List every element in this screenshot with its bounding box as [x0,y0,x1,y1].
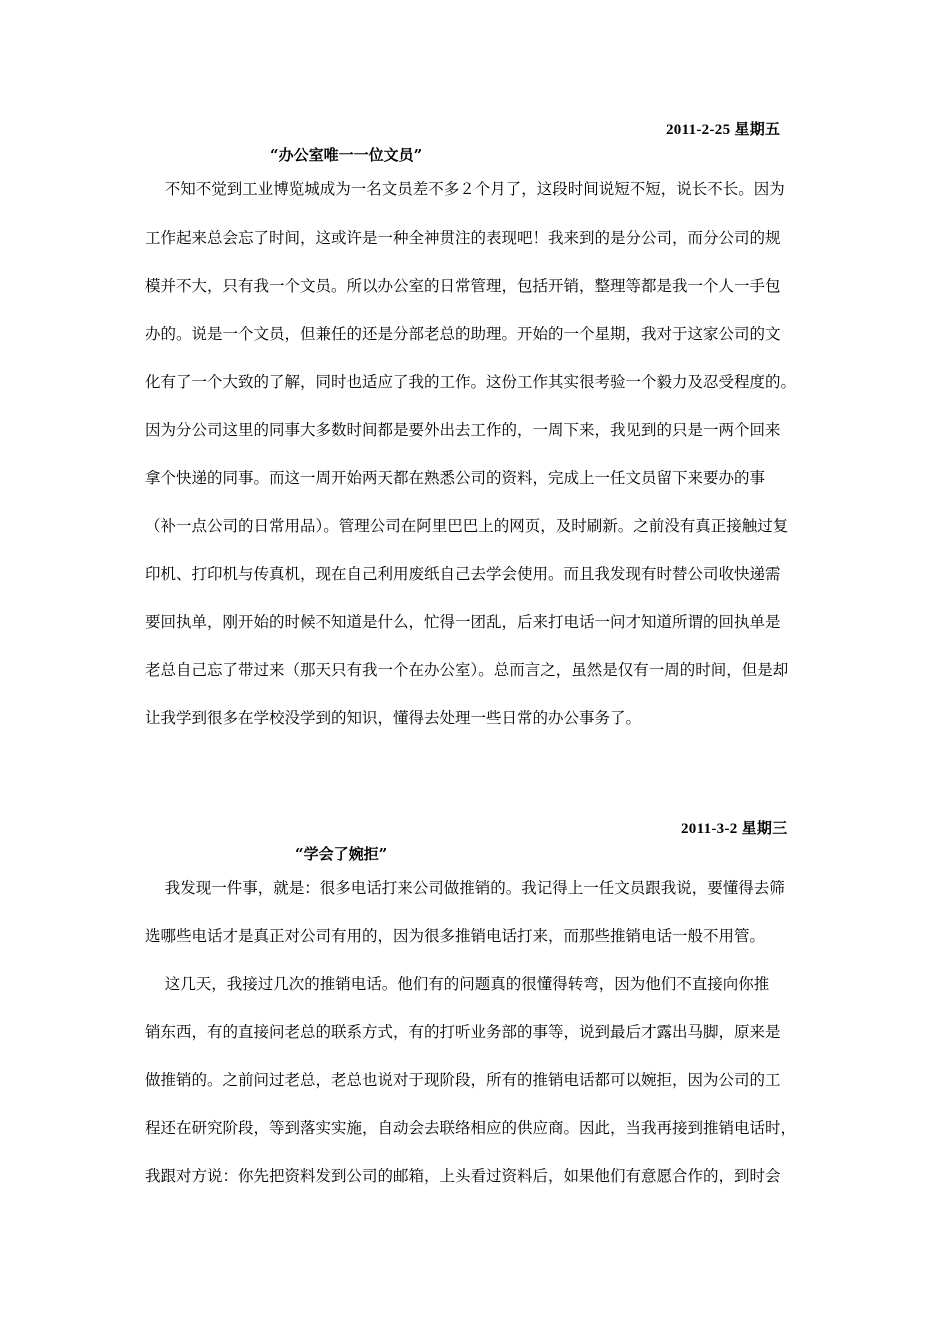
paragraph-line: 要回执单，刚开始的时候不知道是什么，忙得一团乱，后来打电话一问才知道所谓的回执单是 [145,613,781,631]
paragraph-line: 我发现一件事，就是：很多电话打来公司做推销的。我记得上一任文员跟我说，要懂得去筛 [145,879,785,897]
paragraph-line: 让我学到很多在学校没学到的知识，懂得去处理一些日常的办公事务了。 [145,709,642,727]
paragraph-line: 不知不觉到工业博览城成为一名文员差不多２个月了，这段时间说短不短，说长不长。因为 [145,180,785,198]
paragraph-line: 印机、打印机与传真机，现在自己利用废纸自己去学会使用。而且我发现有时替公司收快递需 [145,565,781,583]
paragraph-line: 工作起来总会忘了时间，这或许是一种全神贯注的表现吧！我来到的是分公司，而分公司的规 [145,229,781,247]
paragraph-line: 因为分公司这里的同事大多数时间都是要外出去工作的，一周下来，我见到的只是一两个回来 [145,421,781,439]
paragraph-line: 老总自己忘了带过来（那天只有我一个在办公室）。总而言之，虽然是仅有一周的时间，但是却 [145,661,789,679]
entry-date: 2011-2-25 星期五 [666,122,781,138]
entry-title: “学会了婉拒” [295,845,388,863]
paragraph-line: 程还在研究阶段，等到落实实施，自动会去联络相应的供应商。因此，当我再接到推销电话时， [145,1119,797,1137]
paragraph-line: 销东西，有的直接问老总的联系方式，有的打听业务部的事等，说到最后才露出马脚，原来是 [145,1023,781,1041]
paragraph-line: 办的。说是一个文员，但兼任的还是分部老总的助理。开始的一个星期，我对于这家公司的文 [145,325,781,343]
paragraph-line: 这几天，我接过几次的推销电话。他们有的问题真的很懂得转弯，因为他们不直接向你推 [145,975,770,993]
entry-date: 2011-3-2 星期三 [681,821,788,837]
entry-title: “办公室唯一一位文员” [270,146,423,164]
paragraph-line: 拿个快递的同事。而这一周开始两天都在熟悉公司的资料，完成上一任文员留下来要办的事 [145,469,766,487]
paragraph-line: 我跟对方说：你先把资料发到公司的邮箱，上头看过资料后，如果他们有意愿合作的，到时会 [145,1167,781,1185]
paragraph-line: 选哪些电话才是真正对公司有用的，因为很多推销电话打来，而那些推销电话一般不用管。 [145,927,766,945]
paragraph-line: （补一点公司的日常用品）。管理公司在阿里巴巴上的网页，及时刷新。之前没有真正接触过复 [145,517,789,535]
paragraph-line: 化有了一个大致的了解，同时也适应了我的工作。这份工作其实很考验一个毅力及忍受程度的。 [145,373,797,391]
paragraph-line: 做推销的。之前问过老总，老总也说对于现阶段，所有的推销电话都可以婉拒，因为公司的工 [145,1071,781,1089]
paragraph-line: 模并不大，只有我一个文员。所以办公室的日常管理，包括开销，整理等都是我一个人一手包 [145,277,781,295]
